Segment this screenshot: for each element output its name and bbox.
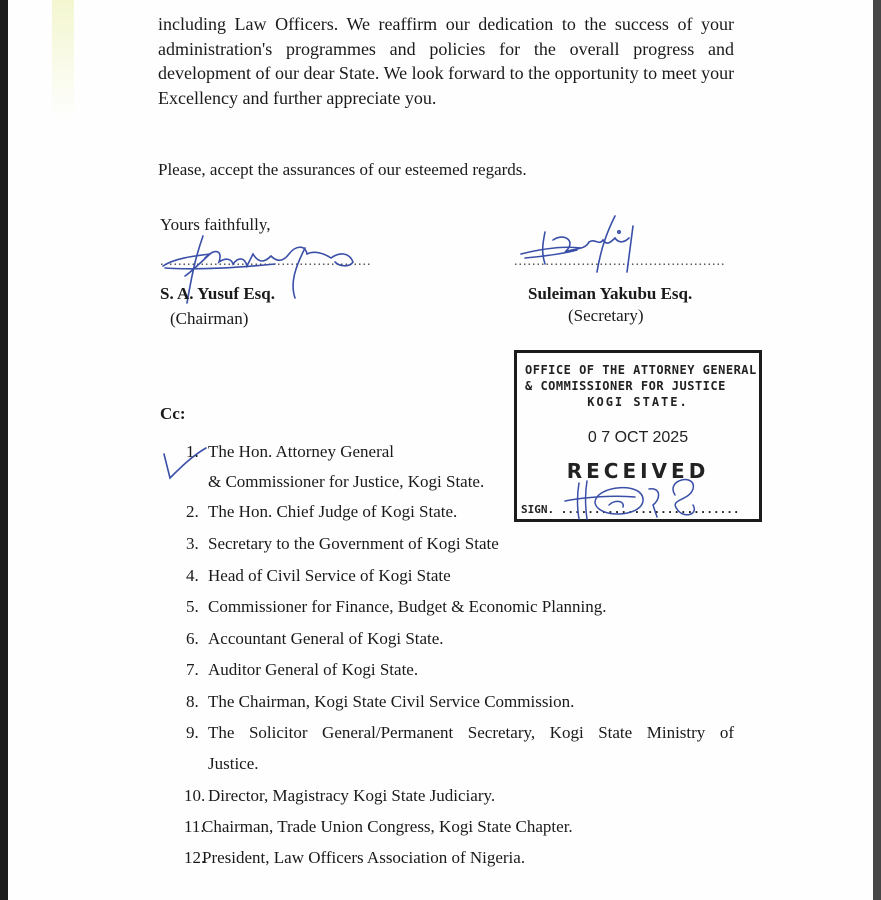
scan-artifact [52,0,74,120]
cc-item [184,842,525,874]
cc-label: Cc: [160,404,186,423]
cc-item [186,528,499,560]
cc-item-number: 5. [186,597,199,616]
cc-item-text: Director, Magistracy Kogi State Judiciary. [208,786,496,805]
cc-item [186,496,457,528]
cc-item-text: & Commissioner for Justice, Kogi State. [208,472,485,491]
signature-line-chairman: ............................................... [160,254,372,269]
cc-item-text: Auditor General of Kogi State. [208,660,419,679]
received-stamp [514,350,762,522]
stamp-status: RECEIVED [566,459,710,483]
cc-item-number: 9. [186,723,199,742]
cc-item [186,686,574,718]
cc-item-number: 4. [186,566,199,585]
letter-body-paragraph [158,12,734,110]
body-line: development of our dear State. We look forward to the opportunity to meet your [158,63,735,83]
cc-item-text: Chairman, Trade Union Congress, Kogi State Chapter. [202,817,573,836]
valediction: Yours faithfully, [160,215,271,234]
cc-item-number: 7. [186,660,199,679]
cc-item [186,560,451,592]
secretary-role: (Secretary) [568,306,644,325]
body-line: administration's programmes and policies for the overall progress and [158,38,734,59]
cc-item [186,623,444,655]
chairman-role: (Chairman) [170,309,249,328]
cc-item-text: Head of Civil Service of Kogi State [208,566,451,585]
cc-item [186,591,607,623]
cc-item [184,811,573,843]
cc-item-number: 2. [186,502,199,521]
cc-item-text: President, Law Officers Association of Nigeria. [202,848,526,867]
stamp-state-line: KOGI STATE. [587,395,689,409]
viewer-frame-right [873,0,881,900]
stamp-commissioner-line: & COMMISSIONER FOR JUSTICE [525,379,726,393]
cc-item [186,748,259,780]
cc-item-number: 6. [186,629,199,648]
chairman-name: S. A. Yusuf Esq. [160,284,275,303]
body-line: Excellency and further appreciate you. [158,87,437,108]
cc-item-number: 10. [184,786,206,805]
cc-item-number: 3. [186,534,199,553]
closing-regards: Please, accept the assurances of our esteemed regards. [158,160,527,179]
cc-item-text: Secretary to the Government of Kogi State [208,534,499,553]
cc-item-number: 12. [184,848,206,867]
body-line: including Law Officers. We reaffirm our dedication to the success of your [158,14,734,34]
stamp-sign-line: SIGN. ........................... [521,503,740,516]
viewer-frame-left [0,0,8,900]
cc-item [184,780,495,812]
cc-item-number: 8. [186,692,199,711]
cc-item [186,436,394,468]
stamp-date: 0 7 OCT 2025 [587,429,689,446]
cc-item-number: 1. [186,442,199,461]
cc-item [186,717,734,749]
cc-item-text: The Chairman, Kogi State Civil Service Commission. [208,692,575,711]
cc-item-text: The Hon. Attorney General [208,442,394,461]
signature-line-secretary: ............................................... [514,254,726,269]
secretary-signature [515,212,655,282]
cc-item-text: Commissioner for Finance, Budget & Economic Planning. [208,597,607,616]
cc-item-text: The Solicitor General/Permanent Secretary, Kogi State Ministry of [208,723,734,742]
cc-item-text: Accountant General of Kogi State. [208,629,444,648]
stamp-office-line: OFFICE OF THE ATTORNEY GENERAL [525,363,757,377]
cc-item [186,466,484,498]
stamp-signature [565,475,715,523]
cc-item-number: 11. [184,817,205,836]
cc-item-text: Justice. [208,754,259,773]
secretary-name: Suleiman Yakubu Esq. [528,284,693,303]
cc-item-text: The Hon. Chief Judge of Kogi State. [208,502,458,521]
cc-item [186,654,418,686]
